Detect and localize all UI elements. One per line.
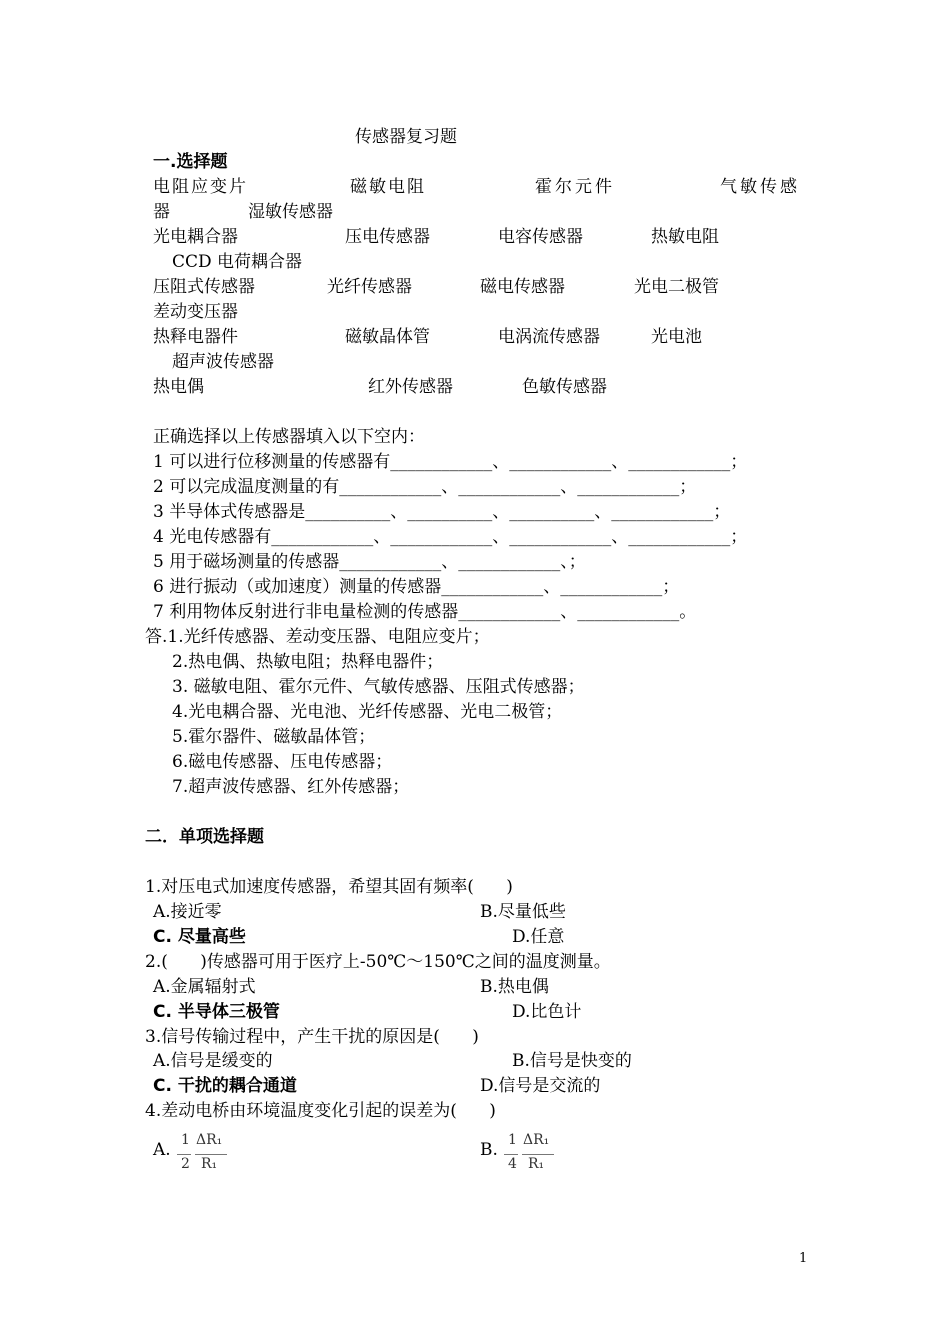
option-b: B.信号是快变的 [512,1051,632,1071]
question-line: 5 用于磁场测量的传感器____________、____________、； [153,552,586,572]
instruction-text: 正确选择以上传感器填入以下空内： [153,427,425,447]
answer-line: 4.光电耦合器、光电池、光纤传感器、光电二极管； [172,702,563,722]
sensor-item: 热电偶 [153,377,204,397]
answer-line: 6.磁电传感器、压电传感器； [172,752,393,772]
fraction-denominator: R₁ [201,1156,218,1172]
sensor-item: 光电二极管 [634,277,719,297]
question-stem: 4.差动电桥由环境温度变化引起的误差为( ) [145,1101,496,1121]
option-a: A.金属辐射式 [153,977,256,997]
answer-line: 2.热电偶、热敏电阻；热释电器件； [172,652,444,672]
sensor-item: 热敏电阻 [651,227,719,247]
fraction-numerator: 1 [181,1132,190,1148]
sensor-item: 光电池 [651,327,702,347]
fraction-numerator: ΔR₁ [523,1132,550,1148]
sensor-item: 霍尔元件 [535,177,615,197]
answer-line: 7.超声波传感器、红外传感器； [172,777,410,797]
question-stem: 2.( )传感器可用于医疗上-50℃～150℃之间的温度测量。 [145,952,611,972]
sensor-item: 压电传感器 [345,227,430,247]
fraction-numerator: 1 [508,1132,517,1148]
sensor-item: 超声波传感器 [172,352,274,372]
option-a-formula [175,1132,235,1180]
sensor-item: 磁电传感器 [480,277,565,297]
question-line: 2 可以完成温度测量的有____________、____________、____________； [153,477,697,497]
question-line: 7 利用物体反射进行非电量检测的传感器____________、____________。 [153,602,697,622]
option-b-label: B. [480,1140,498,1160]
question-stem: 3.信号传输过程中，产生干扰的原因是( ) [145,1027,479,1047]
option-d: D.信号是交流的 [480,1076,601,1096]
option-b: B.尽量低些 [480,902,566,922]
sensor-item: 湿敏传感器 [248,202,333,222]
option-b-formula [502,1132,562,1180]
sensor-item: CCD 电荷耦合器 [172,252,303,272]
option-c: C. 干扰的耦合通道 [153,1076,297,1096]
sensor-item: 磁敏晶体管 [345,327,430,347]
option-b: B.热电偶 [480,977,549,997]
sensor-item: 磁敏电阻 [350,177,426,197]
option-d: D.比色计 [512,1002,582,1022]
fraction-denominator: 4 [508,1156,517,1172]
option-a: A.信号是缓变的 [153,1051,273,1071]
answer-line: 5.霍尔器件、磁敏晶体管； [172,727,376,747]
option-d: D.任意 [512,927,565,947]
question-line: 4 光电传感器有____________、____________、____________、____________； [153,527,748,547]
sensor-item: 电容传感器 [498,227,583,247]
sensor-item: 差动变压器 [153,302,238,322]
sensor-item: 气敏传感 [720,177,800,197]
answer-line: 3. 磁敏电阻、霍尔元件、气敏传感器、压阻式传感器； [172,677,585,697]
section1-heading: 一.选择题 [153,152,228,172]
question-line: 6 进行振动（或加速度）测量的传感器____________、____________； [153,577,680,597]
option-c: C. 半导体三极管 [153,1002,280,1022]
sensor-item: 红外传感器 [368,377,453,397]
sensor-item: 光电耦合器 [153,227,238,247]
fraction-numerator: ΔR₁ [196,1132,223,1148]
sensor-item: 光纤传感器 [327,277,412,297]
sensor-item: 器 [153,202,170,222]
answer-line: 答.1.光纤传感器、差动变压器、电阻应变片； [145,627,490,647]
option-a-label: A. [153,1140,171,1160]
page-number: 1 [799,1251,808,1266]
section2-heading: 二．单项选择题 [145,827,264,847]
sensor-item: 色敏传感器 [522,377,607,397]
question-line: 1 可以进行位移测量的传感器有____________、____________、____________； [153,452,748,472]
page-title: 传感器复习题 [355,127,457,147]
fraction-denominator: R₁ [528,1156,545,1172]
question-line: 3 半导体式传感器是__________、__________、__________、____________； [153,502,731,522]
option-c: C. 尽量高些 [153,927,246,947]
sensor-item: 电涡流传感器 [498,327,600,347]
question-stem: 1.对压电式加速度传感器，希望其固有频率( ) [145,877,513,897]
fraction-denominator: 2 [181,1156,190,1172]
option-a: A.接近零 [153,902,222,922]
sensor-item: 热释电器件 [153,327,238,347]
sensor-item: 电阻应变片 [153,177,248,197]
sensor-item: 压阻式传感器 [153,277,255,297]
